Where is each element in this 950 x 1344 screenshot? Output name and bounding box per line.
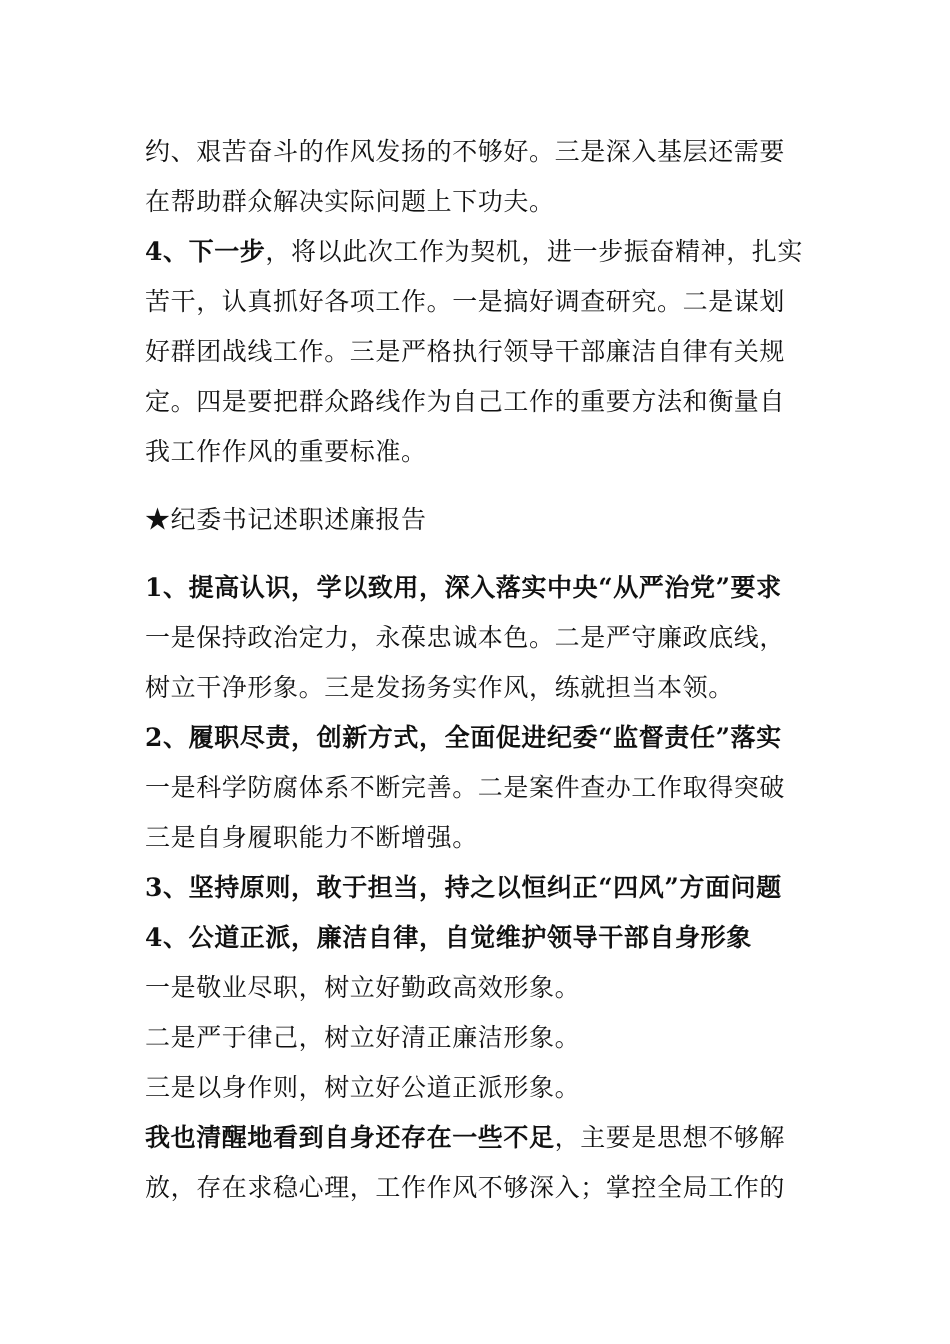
text-line: 二是严于律己，树立好清正廉洁形象。 (145, 1023, 581, 1052)
text-line: 树立干净形象。三是发扬务实作风，练就担当本领。 (145, 673, 734, 702)
text-line: 我也清醒地看到自身还存在一些不足，主要是思想不够解 (145, 1123, 786, 1152)
numbered-heading: 4、公道正派，廉洁自律，自觉维护领导干部自身形象 (145, 923, 752, 952)
bold-run: 4、下一步 (145, 237, 266, 266)
text-line: 我工作作风的重要标准。 (145, 437, 427, 466)
text-line: 三是自身履职能力不断增强。 (145, 823, 478, 852)
text-line: 一是保持政治定力，永葆忠诚本色。二是严守廉政底线， (145, 623, 786, 652)
numbered-heading: 2、履职尽责，创新方式，全面促进纪委“监督责任”落实 (145, 723, 782, 752)
text-line: 4、下一步，将以此次工作为契机，进一步振奋精神，扎实 (145, 237, 804, 266)
section-heading: ★纪委书记述职述廉报告 (145, 505, 427, 534)
text-line: 一是科学防腐体系不断完善。二是案件查办工作取得突破 (145, 773, 786, 802)
bold-run: 我也清醒地看到自身还存在一些不足 (145, 1123, 555, 1152)
text-line: 三是以身作则，树立好公道正派形象。 (145, 1073, 581, 1102)
text-line: 苦干，认真抓好各项工作。一是搞好调查研究。二是谋划 (145, 287, 786, 316)
text-line: 约、艰苦奋斗的作风发扬的不够好。三是深入基层还需要 (145, 137, 786, 166)
text-line: 好群团战线工作。三是严格执行领导干部廉洁自律有关规 (145, 337, 786, 366)
numbered-heading: 1、提高认识，学以致用，深入落实中央“从严治党”要求 (145, 573, 782, 602)
text-line: 一是敬业尽职，树立好勤政高效形象。 (145, 973, 581, 1002)
numbered-heading: 3、坚持原则，敢于担当，持之以恒纠正“四风”方面问题 (145, 873, 782, 902)
text-line: 定。四是要把群众路线作为自己工作的重要方法和衡量自 (145, 387, 786, 416)
text-line: 在帮助群众解决实际问题上下功夫。 (145, 187, 555, 216)
text-line: 放，存在求稳心理，工作作风不够深入；掌控全局工作的 (145, 1173, 786, 1202)
